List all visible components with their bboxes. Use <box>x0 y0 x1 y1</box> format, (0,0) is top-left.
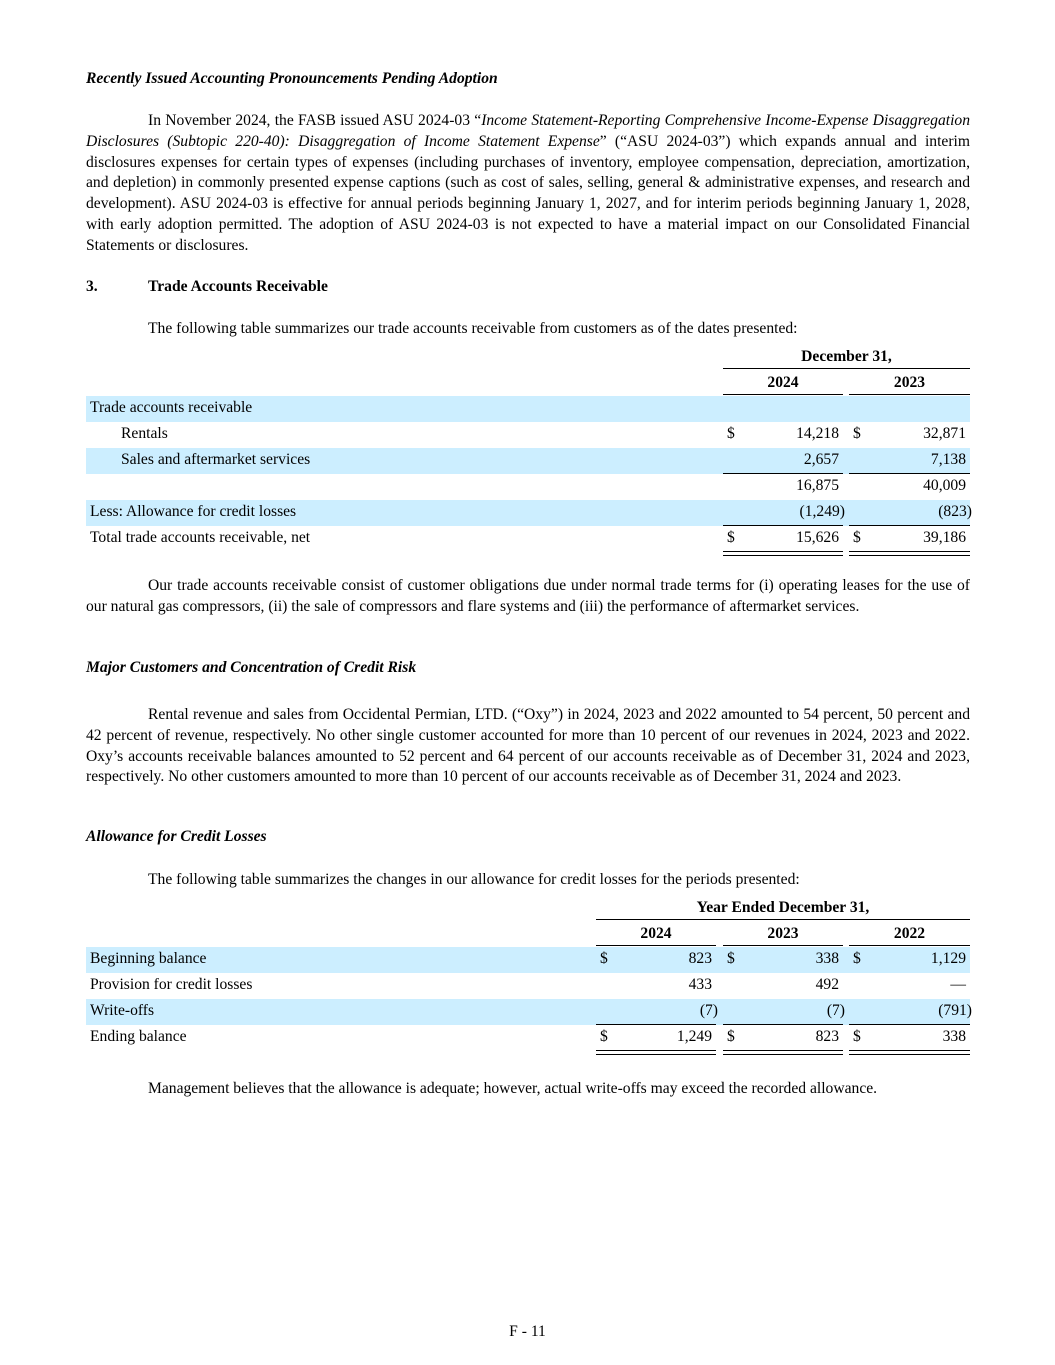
table-row <box>86 422 970 448</box>
column-rule <box>849 394 970 395</box>
value-cell <box>596 1002 716 1022</box>
value-cell <box>723 976 843 996</box>
value-cell <box>849 425 970 445</box>
row-label: Write-offs <box>90 1002 155 1019</box>
value-cell <box>723 1002 843 1022</box>
value-cell <box>849 451 970 471</box>
major-customers-heading: Major Customers and Concentration of Credit Risk <box>86 659 417 676</box>
value-cell <box>849 950 970 970</box>
total-double-rule <box>723 551 843 556</box>
value-cell <box>723 950 843 970</box>
value-cell <box>723 451 843 471</box>
cell-value: 492 <box>815 976 839 993</box>
value-cell <box>849 976 970 996</box>
pending-adoption-heading: Recently Issued Accounting Pronouncements Pending Adoption <box>86 70 498 87</box>
allowance-closing: Management believes that the allowance is adequate; however, actual write-offs may exceed the recorded allowance. <box>148 1080 878 1097</box>
row-label: Total trade accounts receivable, net <box>90 529 311 546</box>
total-double-rule <box>849 1050 970 1055</box>
cell-value: 7,138 <box>930 451 966 468</box>
cell-value: 433 <box>688 976 712 993</box>
cell-value: 823 <box>688 950 712 967</box>
subtotal-rule <box>723 473 843 474</box>
table-row <box>86 396 970 422</box>
cell-value: 1,249 <box>676 1028 712 1045</box>
value-cell <box>723 477 843 497</box>
cell-value: (791) <box>938 1002 972 1019</box>
header-rule <box>723 368 970 369</box>
cell-value: 39,186 <box>923 529 966 546</box>
column-header-2023: 2023 <box>767 925 799 942</box>
value-cell <box>596 976 716 996</box>
currency-symbol: $ <box>727 425 735 442</box>
column-rule <box>723 394 843 395</box>
value-cell <box>596 1028 716 1048</box>
trade-ar-description: Our trade accounts receivable consist of customer obligations due under normal trade terms for (i) operating leases for the use of our natural gas compressors, (ii) the sale of compressors and flare systems and (iii) the performance of aftermarket services. <box>86 577 970 615</box>
value-cell <box>849 1002 970 1022</box>
column-header-2024: 2024 <box>640 925 672 942</box>
para-suffix: ” (“ASU 2024-03”) which expands annual and interim disclosures expenses for certain types of expenses (including purchases of inventory, employee compensation, depreciation, amortization, and depletion) in commonly presented expense captions (such as cost of sales, selling, general & administrative expenses, and research and development). ASU 2024-03 is effective for annual periods beginning January 1, 2027, and for interim periods beginning January 1, 2028, with early adoption permitted. The adoption of ASU 2024-03 is not expected to have a material impact on our Consolidated Financial Statements or disclosures. <box>86 132 971 254</box>
value-cell <box>849 1028 970 1048</box>
total-double-rule <box>849 551 970 556</box>
table-row <box>86 1025 970 1051</box>
cell-value: (823) <box>938 503 972 520</box>
table-row <box>86 973 970 999</box>
allowance-intro: The following table summarizes the changes in our allowance for credit losses for the periods presented: <box>148 871 800 888</box>
currency-symbol: $ <box>853 425 861 442</box>
value-cell <box>849 399 970 419</box>
currency-symbol: $ <box>853 950 861 967</box>
value-cell <box>849 503 970 523</box>
currency-symbol: $ <box>853 529 861 546</box>
cell-value: (1,249) <box>799 503 845 520</box>
cell-value: 338 <box>942 1028 966 1045</box>
currency-symbol: $ <box>727 529 735 546</box>
cell-value: 2,657 <box>803 451 839 468</box>
table-group-header: December 31, <box>801 348 892 365</box>
value-cell <box>723 1028 843 1048</box>
allowance-heading: Allowance for Credit Losses <box>86 828 267 845</box>
table-row <box>86 526 970 552</box>
trade-ar-intro: The following table summarizes our trade accounts receivable from customers as of the dates presented: <box>148 320 798 337</box>
row-label: Ending balance <box>90 1028 187 1045</box>
subtotal-rule <box>849 1024 970 1025</box>
cell-value: 16,875 <box>796 477 839 494</box>
value-cell <box>723 503 843 523</box>
header-rule <box>596 919 970 920</box>
currency-symbol: $ <box>727 950 735 967</box>
table-row <box>86 448 970 474</box>
currency-symbol: $ <box>853 1028 861 1045</box>
cell-value: (7) <box>699 1002 718 1019</box>
column-rule <box>596 945 716 946</box>
subtotal-rule <box>849 525 970 526</box>
currency-symbol: $ <box>600 950 608 967</box>
currency-symbol: $ <box>727 1028 735 1045</box>
row-label: Provision for credit losses <box>90 976 253 993</box>
cell-value: 15,626 <box>796 529 839 546</box>
table-row <box>86 474 970 500</box>
table-row <box>86 947 970 973</box>
cell-value: (7) <box>826 1002 845 1019</box>
pending-adoption-paragraph <box>86 111 970 257</box>
currency-symbol: $ <box>600 1028 608 1045</box>
value-cell <box>596 950 716 970</box>
column-rule <box>849 945 970 946</box>
total-double-rule <box>723 1050 843 1055</box>
subtotal-rule <box>849 473 970 474</box>
cell-value: 338 <box>815 950 839 967</box>
column-header-2022: 2022 <box>893 925 926 942</box>
cell-value: 1,129 <box>930 950 966 967</box>
major-customers-paragraph: Rental revenue and sales from Occidental Permian, LTD. (“Oxy”) in 2024, 2023 and 2022 amounted to 54 percent, 50 percent and 42 percent of revenue, respectively. No other single customer accounted for more than 10 percent of our revenues in 2024, 2023 and 2022. Oxy’s accounts receivable balances amounted to 52 percent and 64 percent of our accounts receivable as of December 31, 2024 and 2023, respectively. No other customers amounted to more than 10 percent of our accounts receivable as of December 31, 2024 and 2023. <box>86 706 970 786</box>
cell-value: 40,009 <box>923 477 966 494</box>
row-label: Trade accounts receivable <box>90 399 253 416</box>
value-cell <box>849 477 970 497</box>
value-cell <box>723 529 843 549</box>
row-label: Beginning balance <box>90 950 207 967</box>
cell-value: 32,871 <box>923 425 966 442</box>
cell-value: 823 <box>815 1028 839 1045</box>
subtotal-rule <box>723 1024 843 1025</box>
total-double-rule <box>596 1050 716 1055</box>
table-row <box>86 500 970 526</box>
column-rule <box>723 945 843 946</box>
value-cell <box>723 399 843 419</box>
row-label: Sales and aftermarket services <box>121 451 311 468</box>
section-number: 3. <box>86 278 98 295</box>
value-cell <box>849 529 970 549</box>
row-label: Rentals <box>121 425 168 442</box>
cell-value: — <box>950 976 966 993</box>
subtotal-rule <box>596 1024 716 1025</box>
page-number: F - 11 <box>509 1323 546 1340</box>
row-label: Less: Allowance for credit losses <box>90 503 297 520</box>
subtotal-rule <box>723 525 843 526</box>
column-header-2024: 2024 <box>767 374 799 391</box>
table-group-header: Year Ended December 31, <box>696 899 870 916</box>
table-row <box>86 999 970 1025</box>
column-header-2023: 2023 <box>893 374 926 391</box>
asu-title: Income Statement-Reporting Comprehensive Income-Expense Disaggregation Disclosures (Subtopic 220-40): Disaggregation of Income Statement Expense <box>86 112 970 150</box>
para-prefix: In November 2024, the FASB issued ASU 2024-03 “ <box>148 112 482 129</box>
section-title: Trade Accounts Receivable <box>148 278 328 295</box>
cell-value: 14,218 <box>796 425 839 442</box>
value-cell <box>723 425 843 445</box>
